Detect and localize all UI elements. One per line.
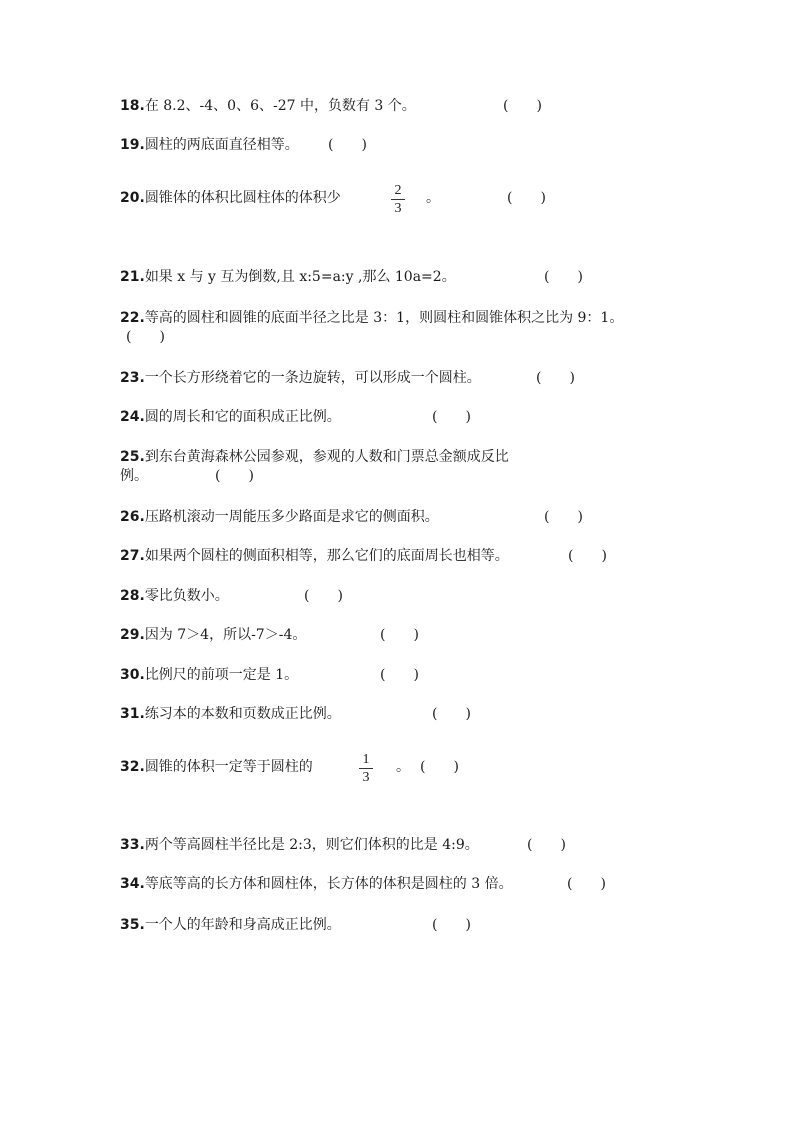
fraction-bar: [391, 199, 405, 200]
question-number: 24.: [120, 409, 145, 425]
question-text: 圆柱的两底面直径相等。: [144, 137, 299, 153]
answer-blank[interactable]: ( ): [503, 98, 542, 114]
answer-blank[interactable]: ( ): [544, 509, 583, 525]
question-33: [120, 836, 479, 854]
fraction-one-third: [359, 752, 373, 785]
answer-blank[interactable]: ( ): [432, 409, 471, 425]
question-number: 23.: [120, 370, 145, 386]
question-text: 如果 x 与 y 互为倒数,且 x:5=a:y ,那么 10a=2。: [144, 269, 456, 285]
question-34: [120, 875, 513, 893]
answer-blank[interactable]: ( ): [380, 667, 419, 683]
fraction-two-thirds: [391, 183, 405, 216]
fraction-denominator: 3: [394, 201, 402, 216]
question-text: 在 8.2、-4、0、6、-27 中，负数有 3 个。: [144, 98, 416, 114]
fraction-denominator: 3: [362, 770, 370, 785]
question-25: [120, 448, 509, 466]
question-text: 圆锥体的体积比圆柱体的体积少: [144, 190, 341, 206]
answer-blank[interactable]: ( ): [507, 190, 546, 206]
question-32: [120, 758, 313, 776]
question-number: 29.: [120, 627, 145, 643]
question-29: [120, 626, 306, 644]
answer-blank[interactable]: ( ): [567, 876, 606, 892]
question-22: [120, 309, 623, 327]
question-text: 压路机滚动一周能压多少路面是求它的侧面积。: [144, 509, 439, 525]
fraction-numerator: 1: [362, 752, 370, 767]
question-text: 等底等高的长方体和圆柱体，长方体的体积是圆柱的 3 倍。: [144, 876, 513, 892]
question-text: 等高的圆柱和圆锥的底面半径之比是 3：1，则圆柱和圆锥体积之比为 9：1。: [144, 310, 624, 326]
question-tail: 。: [426, 190, 440, 206]
question-number: 18.: [120, 98, 145, 114]
question-number: 31.: [120, 706, 145, 722]
question-text: 到东台黄海森林公园参观，参观的人数和门票总金额成反比: [144, 449, 509, 465]
answer-blank[interactable]: ( ): [432, 706, 471, 722]
question-text: 练习本的本数和页数成正比例。: [144, 706, 341, 722]
question-tail: 。: [396, 759, 410, 775]
question-number: 30.: [120, 667, 145, 683]
question-27: [120, 547, 509, 565]
question-text: 一个人的年龄和身高成正比例。: [144, 917, 341, 933]
question-text: 零比负数小。: [144, 588, 229, 604]
question-text: 圆锥的体积一定等于圆柱的: [144, 759, 313, 775]
answer-blank[interactable]: ( ): [536, 370, 575, 386]
question-text: 圆的周长和它的面积成正比例。: [144, 409, 341, 425]
fraction-numerator: 2: [394, 183, 402, 198]
question-number: 32.: [120, 759, 145, 775]
question-number: 25.: [120, 449, 145, 465]
question-20: [120, 189, 341, 207]
question-text: 两个等高圆柱半径比是 2:3，则它们体积的比是 4:9。: [144, 837, 479, 853]
question-number: 33.: [120, 837, 145, 853]
question-text-continued: 例。: [120, 468, 148, 484]
answer-blank[interactable]: ( ): [544, 269, 583, 285]
answer-blank[interactable]: ( ): [304, 588, 343, 604]
answer-blank[interactable]: ( ): [420, 759, 459, 775]
question-26: [120, 508, 439, 526]
fraction-bar: [359, 768, 373, 769]
question-text: 如果两个圆柱的侧面积相等，那么它们的底面周长也相等。: [144, 548, 509, 564]
answer-blank[interactable]: ( ): [568, 548, 607, 564]
question-number: 19.: [120, 137, 145, 153]
question-19: [120, 136, 299, 154]
question-number: 35.: [120, 917, 145, 933]
question-35: [120, 916, 341, 934]
question-18: [120, 97, 416, 115]
answer-blank[interactable]: ( ): [432, 917, 471, 933]
question-number: 21.: [120, 269, 145, 285]
answer-blank[interactable]: ( ): [126, 329, 165, 345]
question-31: [120, 705, 341, 723]
question-text: 因为 7＞4，所以-7＞-4。: [144, 627, 307, 643]
question-28: [120, 587, 229, 605]
question-number: 20.: [120, 190, 145, 206]
question-30: [120, 666, 298, 684]
answer-blank[interactable]: ( ): [328, 137, 367, 153]
question-number: 34.: [120, 876, 145, 892]
question-number: 27.: [120, 548, 145, 564]
answer-blank[interactable]: ( ): [527, 837, 566, 853]
question-number: 22.: [120, 310, 145, 326]
question-21: [120, 268, 456, 286]
question-24: [120, 408, 341, 426]
question-number: 28.: [120, 588, 145, 604]
answer-blank[interactable]: ( ): [380, 627, 419, 643]
question-number: 26.: [120, 509, 145, 525]
question-23: [120, 369, 481, 387]
question-text: 比例尺的前项一定是 1。: [144, 667, 299, 683]
question-text: 一个长方形绕着它的一条边旋转，可以形成一个圆柱。: [144, 370, 481, 386]
answer-blank[interactable]: ( ): [215, 468, 254, 484]
